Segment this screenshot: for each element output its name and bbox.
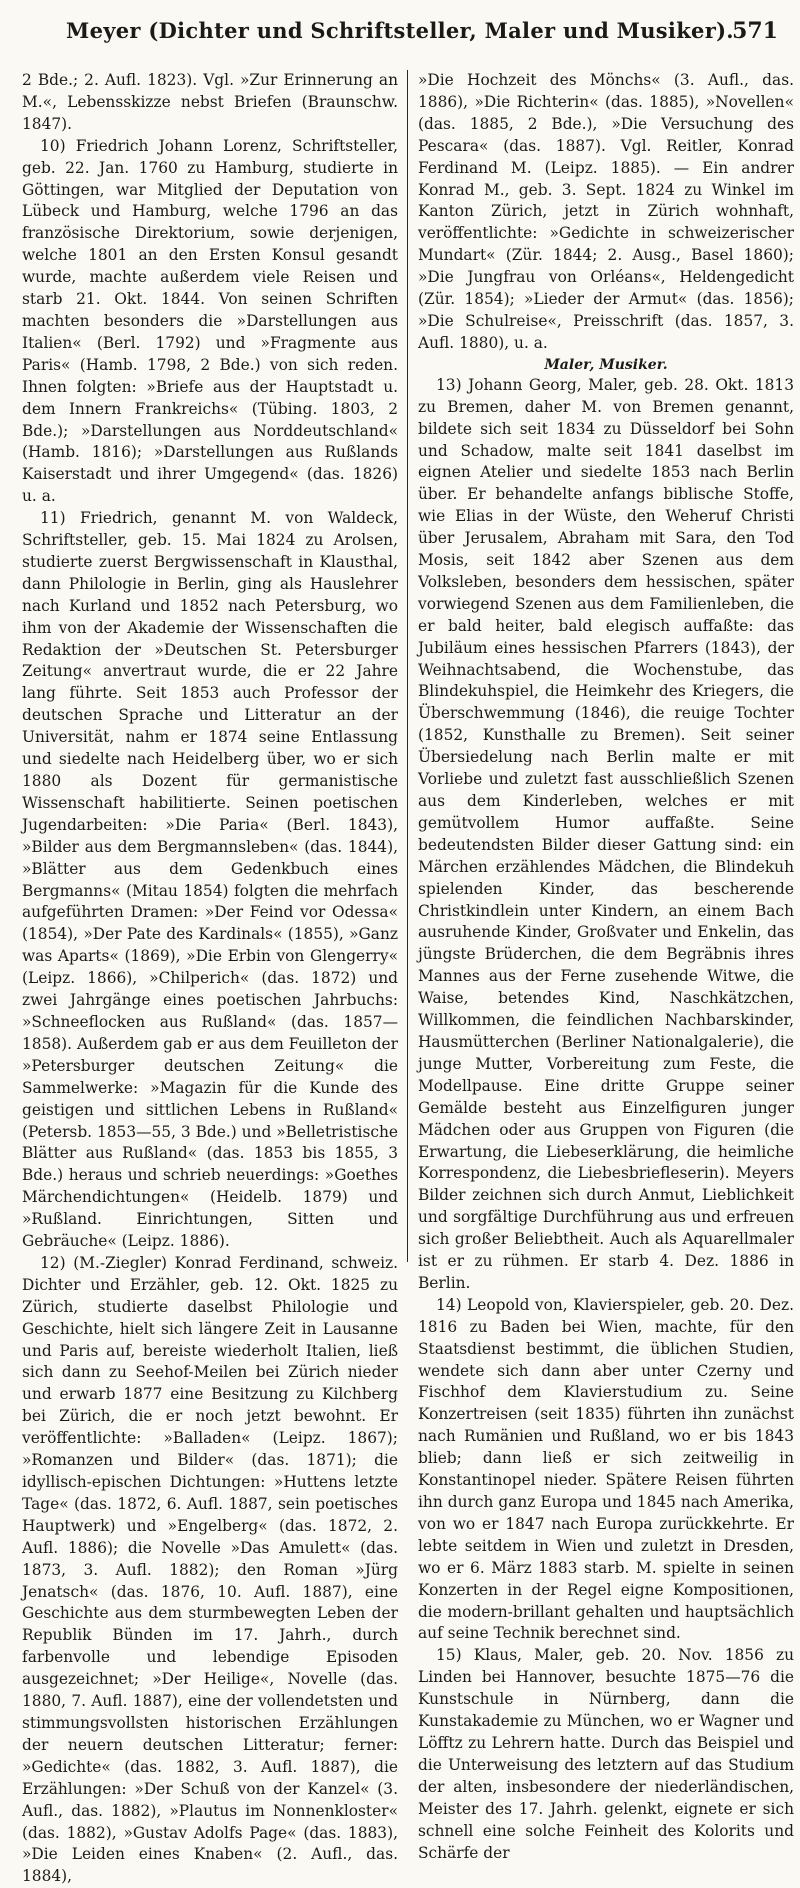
entry-12-continuation: »Die Hochzeit des Mönchs« (3. Aufl., das. 1886), »Die Richterin« (das. 1885), »Novellen« (das. 1885, 2 Bde.), »Die Versuchung des Pescara« (das. 1887). Vgl. Reitler, Konrad Ferdinand M. (Leipz. 1885). — Ein andrer Konrad M., geb. 3. Sept. 1824 zu Winkel im Kanton Zürich, jetzt in Zürich wohnhaft, veröffentlichte: »Gedichte in schweizerischer Mundart« (Zür. 1844; 2. Ausg., Basel 1860); »Die Jungfrau von Orléans«, Heldengedicht (Zür. 1854); »Lieder der Armut« (das. 1856); »Die Schulreise«, Preisschrift (das. 1857, 3. Aufl. 1880), u. a. <box>418 71 794 352</box>
page-header <box>22 18 778 52</box>
left-column <box>22 70 398 1886</box>
page-number: 571 <box>732 18 778 44</box>
section-heading: Maler, Musiker. <box>544 356 668 373</box>
running-head: Meyer (Dichter und Schriftsteller, Maler und Musiker). <box>66 18 734 43</box>
right-column <box>418 70 794 1862</box>
entry-12-konrad-ferdinand: 12) (M.-Ziegler) Konrad Ferdinand, schweiz. Dichter und Erzähler, geb. 12. Okt. 1825 zu Zürich, studierte daselbst Philologie und Geschichte, hielt sich längere Zeit in Lausanne und Paris auf, bereiste wiederholt Italien, ließ sich dann zu Seehof-Meilen bei Zürich nieder und erwarb 1877 eine Besitzung zu Kilchberg bei Zürich, die er noch jetzt bewohnt. Er veröffentlichte: »Balladen« (Leipz. 1867); »Romanzen und Bilder« (das. 1871); die idyllisch-epischen Dichtungen: »Huttens letzte Tage« (das. 1872, 6. Aufl. 1887, sein poetisches Hauptwerk) und »Engelberg« (das. 1872, 2. Aufl. 1886); die Novelle »Das Amulett« (das. 1873, 3. Aufl. 1882); den Roman »Jürg Jenatsch« (das. 1876, 10. Aufl. 1887), eine Geschichte aus dem sturmbewegten Leben der Republik Bünden im 17. Jahrh., durch farbenvolle und lebendige Episoden ausgezeichnet; »Der Heilige«, Novelle (das. 1880, 7. Aufl. 1887), eine der vollendetsten und stimmungsvollsten historischen Erzählungen der neuern deutschen Litteratur; ferner: »Gedichte« (das. 1882, 3. Aufl. 1887), die Erzählungen: »Der Schuß von der Kanzel« (3. Aufl., das. 1882), »Plautus im Nonnenkloster« (das. 1882), »Gustav Adolfs Page« (das. 1883), »Die Leiden eines Knaben« (2. Aufl., das. 1884), <box>22 1253 398 1886</box>
entry-15-klaus: 15) Klaus, Maler, geb. 20. Nov. 1856 zu Linden bei Hannover, besuchte 1875—76 die Kunstschule in Nürnberg, dann die Kunstakademie zu München, wo er Wagner und Löfftz zu Lehrern hatte. Durch das Beispiel und die Unterweisung des letztern auf das Studium der alten, insbesondere der niederländischen, Meister des 17. Jahrh. gelenkt, eignete er sich schnell eine solche Feinheit des Kolorits und Schärfe der <box>418 1646 794 1862</box>
entry-14-leopold-von: 14) Leopold von, Klavierspieler, geb. 20. Dez. 1816 zu Baden bei Wien, machte, für den Staatsdienst bestimmt, die üblichen Studien, wendete sich dann aber unter Czerny und Fischhof dem Klavierstudium zu. Seine Konzertreisen (seit 1835) führten ihn zunächst nach Rumänien und Rußland, wo er bis 1843 blieb; dann ließ er sich zeitweilig in Konstantinopel nieder. Spätere Reisen führten ihn durch ganz Europa und 1845 nach Amerika, von wo er 1847 nach Europa zurückkehrte. Er lebte seitdem in Wien und zuletzt in Dresden, wo er 6. März 1883 starb. M. spielte in seinen Konzerten in der Regel eigne Kompositionen, die modern-brillant gehalten und hauptsächlich auf seine Technik berechnet sind. <box>418 1295 794 1643</box>
entry-13-johann-georg: 13) Johann Georg, Maler, geb. 28. Okt. 1813 zu Bremen, daher M. von Bremen genannt, bildete sich seit 1834 zu Düsseldorf bei Sohn und Schadow, malte seit 1841 daselbst im eignen Atelier und siedelte 1853 nach Berlin über. Er behandelte anfangs biblische Stoffe, wie Elias in der Wüste, den Weheruf Christi über Jerusalem, Abraham mit Sara, den Tod Mosis, seit 1842 aber Szenen aus dem Volksleben, besonders dem hessischen, später vorwiegend Szenen aus dem Familienleben, die er bald heiter, bald elegisch auffaßte: das Jubiläum eines hessischen Pfarrers (1843), der Weihnachtsabend, die Wochenstube, das Blindekuhspiel, die Heimkehr des Kriegers, die Überschwemmung (1846), die reuige Tochter (1852, Kunsthalle zu Bremen). Seit seiner Übersiedelung nach Berlin malte er mit Vorliebe und zuletzt fast ausschließlich Szenen aus dem Kinderleben, welches er mit gemütvollem Humor auffaßte. Seine bedeutendsten Bilder dieser Gattung sind: ein Märchen erzählendes Mädchen, die Blindekuh spielenden Kinder, das bescherende Christkindlein unter Kindern, an einem Bach ausruhende Kinder, Großvater und Enkelin, das jüngste Brüderchen, die dem Begräbnis ihres Mannes aus der Ferne zusehende Witwe, die Waise, betendes Kind, Naschkätzchen, Willkommen, die feindlichen Nachbarskinder, Hausmütterchen (Berliner Nationalgalerie), die junge Mutter, Vorbereitung zum Feste, die Modellpause. Eine dritte Gruppe seiner Gemälde besteht aus Einzelfiguren junger Mädchen oder aus Gruppen von Figuren (die Erwartung, die Liebeserklärung, die heimliche Korrespondenz, die Liebesbriefleserin). Meyers Bilder zeichnen sich durch Anmut, Lieblichkeit und sorgfältige Durchführung aus und erfreuen sich großer Beliebtheit. Auch als Aquarellmaler ist er zu rühmen. Er starb 4. Dez. 1886 in Berlin. <box>418 375 794 1292</box>
column-divider <box>407 70 408 1262</box>
entry-continuation: 2 Bde.; 2. Aufl. 1823). Vgl. »Zur Erinnerung an M.«, Lebensskizze nebst Briefen (Braunschw. 1847). <box>22 71 398 133</box>
entry-10-friedrich-johann-lorenz: 10) Friedrich Johann Lorenz, Schriftsteller, geb. 22. Jan. 1760 zu Hamburg, studierte in Göttingen, war Mitglied der Deputation von Lübeck und Hamburg, welche 1796 an das französische Direktorium, sowie derjenigen, welche 1801 an den Ersten Konsul gesandt wurde, machte außerdem viele Reisen und starb 21. Okt. 1844. Von seinen Schriften machten besonders die »Darstellungen aus Italien« (Berl. 1792) und »Fragmente aus Paris« (Hamb. 1798, 2 Bde.) von sich reden. Ihnen folgten: »Briefe aus der Hauptstadt u. dem Innern Frankreichs« (Tübing. 1803, 2 Bde.); »Darstellungen aus Norddeutschland« (Hamb. 1816); »Darstellungen aus Rußlands Kaiserstadt und ihrer Umgegend« (das. 1826) u. a. <box>22 136 398 506</box>
entry-11-friedrich-von-waldeck: 11) Friedrich, genannt M. von Waldeck, Schriftsteller, geb. 15. Mai 1824 zu Arolsen, studierte zuerst Bergwissenschaft in Klausthal, dann Philologie in Berlin, ging als Hauslehrer nach Kurland und 1852 nach Petersburg, wo ihm von der Akademie der Wissenschaften die Redaktion der »Deutschen St. Petersburger Zeitung« anvertraut wurde, die er 22 Jahre lang führte. Seit 1853 auch Professor der deutschen Sprache und Litteratur an der Universität, nahm er 1874 seine Entlassung und siedelte nach Heidelberg über, wo er sich 1880 als Dozent für germanistische Wissenschaft habilitierte. Seinen poetischen Jugendarbeiten: »Die Paria« (Berl. 1843), »Bilder aus dem Bergmannsleben« (das. 1844), »Blätter aus dem Gedenkbuch eines Bergmanns« (Mitau 1854) folgten die mehrfach aufgeführten Dramen: »Der Feind vor Odessa« (1854), »Der Pate des Kardinals« (1855), »Ganz was Aparts« (1869), »Die Erbin von Glengerry« (Leipz. 1866), »Chilperich« (das. 1872) und zwei Jahrgänge eines poetischen Jahrbuchs: »Schneeflocken aus Rußland« (das. 1857—1858). Außerdem gab er aus dem Feuilleton der »Petersburger deutschen Zeitung« die Sammelwerke: »Magazin für die Kunde des geistigen und sittlichen Lebens in Rußland« (Petersb. 1853—55, 3 Bde.) und »Belletristische Blätter aus Rußland« (das. 1853 bis 1855, 3 Bde.) heraus und schrieb neuerdings: »Goethes Märchendichtungen« (Heidelb. 1879) und »Rußland. Einrichtungen, Sitten und Gebräuche« (Leipz. 1886). <box>22 509 398 1251</box>
